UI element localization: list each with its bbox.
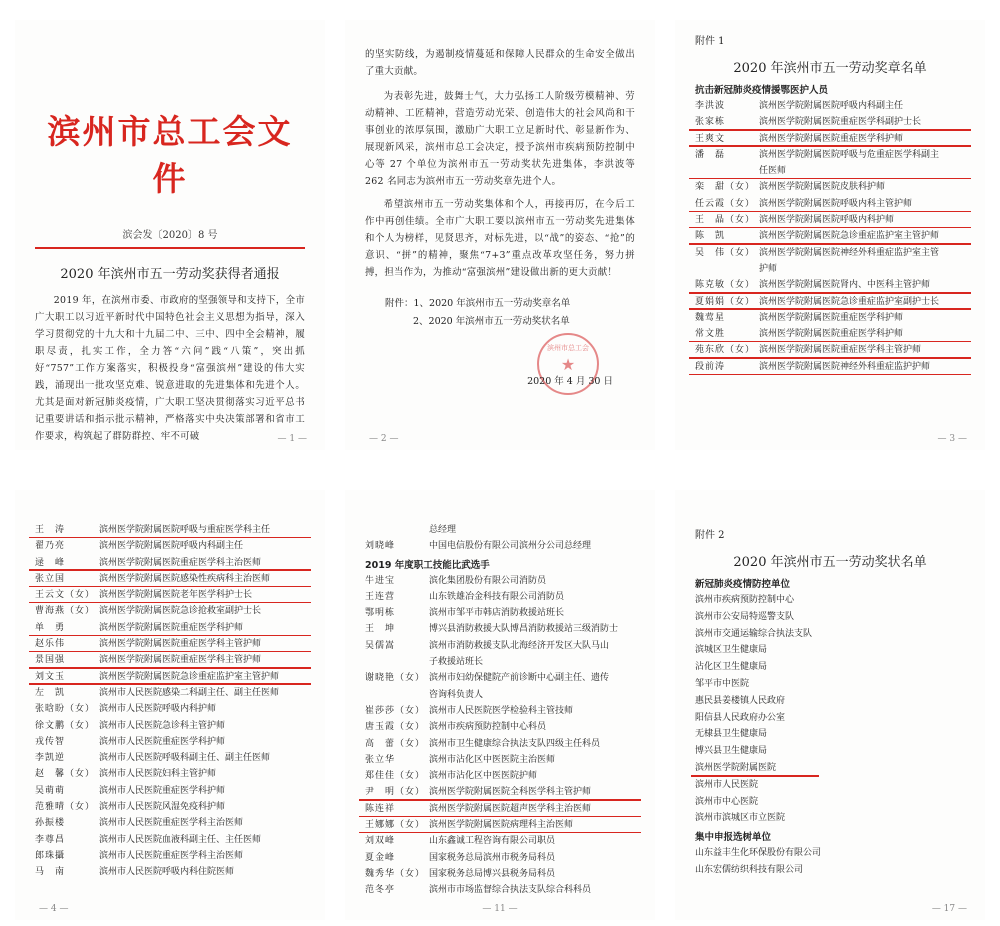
honoree-list xyxy=(695,98,965,375)
category-heading-1: 新冠肺炎疫情防控单位 xyxy=(695,579,791,590)
honoree-name: 任云霞（女） xyxy=(695,198,756,209)
list-row xyxy=(35,718,305,734)
honoree-position: 滨州医学院附属医院老年医学科护士长 xyxy=(99,590,253,601)
unit-item: 滨城区卫生健康局 xyxy=(695,645,768,656)
honoree-position: 国家税务总局博兴县税务局科员 xyxy=(429,868,556,879)
page-number: — 17 — xyxy=(931,904,967,914)
list-row xyxy=(695,228,965,244)
list-row xyxy=(365,768,635,784)
page-number: — 4 — xyxy=(39,904,69,914)
honoree-name: 曹海燕（女） xyxy=(35,606,96,617)
list-row xyxy=(365,654,635,670)
attachment-line-1: 附件：1、2020 年滨州市五一劳动奖章名单 xyxy=(385,298,571,309)
honoree-position: 滨州医学院附属医院皮肤科护师 xyxy=(759,182,886,193)
page-number: — 3 — xyxy=(937,434,967,444)
honoree-position: 滨州医学院附属医院呼吸内科主管护师 xyxy=(759,198,913,209)
list-row xyxy=(365,703,635,719)
list-row xyxy=(35,538,305,554)
document-page-5 xyxy=(345,490,655,920)
list-row xyxy=(695,277,965,293)
honoree-name: 景国强 xyxy=(35,655,66,666)
list-row xyxy=(35,864,305,880)
honoree-position: 滨州市人民医院呼吸内科护师 xyxy=(99,704,217,715)
unit-item: 山东宏儒纺织科技有限公司 xyxy=(695,864,804,875)
honoree-name: 张立华 xyxy=(365,754,396,765)
honoree-name: 张家栋 xyxy=(695,117,726,128)
document-number: 滨会发〔2020〕8 号 xyxy=(122,230,218,241)
honoree-position: 滨州市人民医院重症医学科主治医师 xyxy=(99,850,244,861)
list-title: 2020 年滨州市五一劳动奖章名单 xyxy=(733,61,927,76)
body-paragraph: 2019 年，在滨州市委、市政府的坚强领导和支持下，全市广大职工以习近平新时代中国特色社会主义思想为指导，深入学习贯彻党的十九大和十九届二中、三中、四中全会精神，履职尽责，扎实工作，全力答“六问”践“八策”，突出抓好“757”工作方案落实，积极投身“富强滨州”建设的伟大实践，涌现出一批攻坚克难、锐意进取的先进集体和先进个人。尤其是面对新冠肺炎疫情，广大职工坚决贯彻落实习近平总书记重要讲话和指示批示精神，严格落实中央决策部署和省市工作要求，构筑起了群防群控、牢不可破 xyxy=(35,295,305,442)
unit-item: 滨州市疾病预防控制中心 xyxy=(695,595,795,605)
honoree-position: 滨州医学院附属医院神经外科重症监护室主管 xyxy=(759,247,940,258)
list-row xyxy=(365,801,635,817)
honoree-name: 王娜娜（女） xyxy=(365,820,426,831)
honoree-position: 滨化集团股份有限公司消防员 xyxy=(429,575,547,586)
honoree-name: 李凯逆 xyxy=(35,753,66,764)
attachment-line-2: 2、2020 年滨州市五一劳动奖状名单 xyxy=(413,316,570,327)
honoree-position: 滨州医学院附属医院重症医学科主治医师 xyxy=(99,557,262,568)
document-page-6 xyxy=(675,490,985,920)
honoree-position: 滨州医学院附属医院重症医学科主管护师 xyxy=(99,639,262,650)
honoree-position: 滨州医学院附属医院病理科主治医师 xyxy=(429,820,574,831)
honoree-position: 滨州医学院附属医院急诊抢救室副护士长 xyxy=(99,606,262,617)
honoree-name: 夏娟娟（女） xyxy=(695,296,756,307)
body-paragraph-3: 希望滨州市五一劳动奖集体和个人，再接再厉，在今后工作中再创佳绩。全市广大职工要以滨州市五一劳动奖先进集体和个人为榜样，见贤思齐，对标先进，以“战”的姿态、“抢”的意识、“拼”的精神，聚焦“7+3”重点改革攻坚任务，努力拼搏，担当作为，为推动“富强滨州”建设做出新的更大贡献！ xyxy=(365,199,635,278)
document-page-4 xyxy=(15,490,325,920)
honoree-list xyxy=(35,522,305,881)
unit-item: 滨州市交通运输综合执法支队 xyxy=(695,628,813,639)
list-row xyxy=(695,359,965,375)
honoree-position: 滨州市人民医院感染二科副主任、副主任医师 xyxy=(99,687,280,698)
list-title: 2020 年滨州市五一劳动奖状名单 xyxy=(733,555,927,570)
list-row xyxy=(35,587,305,603)
honoree-position: 滨州市人民医院妇科主管护师 xyxy=(99,769,217,780)
honoree-position: 滨州医学院附属医院呼吸内科副主任 xyxy=(759,101,904,111)
honoree-name: 徐文鹏（女） xyxy=(35,720,96,731)
honoree-name: 尹 明（女） xyxy=(365,787,426,798)
honoree-name: 苑东欣（女） xyxy=(695,345,756,356)
list-row xyxy=(695,326,965,342)
document-page-1 xyxy=(15,20,325,450)
list-row xyxy=(365,522,635,538)
list-row xyxy=(365,850,635,866)
list-row xyxy=(35,571,305,587)
honoree-name: 刘晓峰 xyxy=(365,541,396,552)
honoree-position: 滨州市邹平市韩店消防救援站班长 xyxy=(429,608,565,619)
honoree-name: 李尊昌 xyxy=(35,834,66,845)
list-row xyxy=(695,212,965,228)
list-row xyxy=(365,670,635,686)
unit-item: 阳信县人民政府办公室 xyxy=(695,712,786,723)
honoree-position: 滨州医学院附属医院感染性疾病科主治医师 xyxy=(99,573,271,584)
honoree-position: 滨州医学院附属医院重症医学科副护士长 xyxy=(759,117,922,128)
honoree-name: 陈 凯 xyxy=(695,231,726,242)
honoree-position: 滨州医学院附属医院呼吸内科护师 xyxy=(759,215,895,226)
list-row xyxy=(35,652,305,668)
honoree-list xyxy=(365,573,635,899)
unit-item: 沾化区卫生健康局 xyxy=(695,662,768,673)
unit-item: 滨州市公安局特巡警支队 xyxy=(695,611,795,622)
issue-date: 2020 年 4 月 30 日 xyxy=(527,376,613,387)
honoree-name: 赵 馨（女） xyxy=(35,769,96,780)
body-paragraph-2: 为表彰先进，鼓舞士气，大力弘扬工人阶级劳模精神、劳动精神、工匠精神，营造劳动光荣、创造伟大的社会风尚和干事创业的浓厚氛围，激励广大职工立足新时代、彰显新作为、展现新风采，滨州市总工会决定，授予滨州市疾病预防控制中心等 27 个单位为滨州市五一劳动奖状先进集体，李洪波等 262 名同志为滨州市五一劳动奖章先进个人。 xyxy=(365,91,635,187)
honoree-position: 滨州市人民医院呼吸科副主任、副主任医师 xyxy=(99,753,271,764)
honoree-name: 谢晓艳（女） xyxy=(365,673,426,684)
honoree-name: 王云文（女） xyxy=(35,590,96,601)
honoree-name xyxy=(695,261,759,277)
honoree-list-top xyxy=(365,522,635,555)
list-row xyxy=(695,114,965,130)
list-row xyxy=(35,636,305,652)
honoree-position: 滨州市妇幼保健院产前诊断中心副主任、遗传 xyxy=(429,673,610,684)
document-page-2 xyxy=(345,20,655,450)
honoree-name: 郑佳佳（女） xyxy=(365,771,426,782)
list-row xyxy=(695,98,965,114)
honoree-position: 滨州市人民医院急诊科主管护师 xyxy=(99,720,226,731)
honoree-name: 唐玉霞（女） xyxy=(365,722,426,733)
honoree-position: 滨州市消防救援支队北海经济开发区大队马山 xyxy=(429,640,610,651)
list-row xyxy=(365,833,635,849)
honoree-name: 陈连祥 xyxy=(365,803,396,814)
list-row xyxy=(365,736,635,752)
attachment-label: 附件 1 xyxy=(695,36,725,47)
honoree-position: 滨州医学院附属医院重症医学科主管护师 xyxy=(759,345,922,356)
list-row xyxy=(365,719,635,735)
unit-item: 滨州医学院附属医院 xyxy=(695,760,965,777)
honoree-name: 马 南 xyxy=(35,867,66,878)
list-row xyxy=(35,603,305,619)
honoree-position: 滨州医学院附属医院急诊重症监护室主管护师 xyxy=(759,231,940,242)
honoree-position: 滨州市人民医院重症医学科护师 xyxy=(99,736,226,747)
list-row xyxy=(695,179,965,195)
honoree-name: 鄂明栋 xyxy=(365,608,396,619)
honoree-name: 魏莺星 xyxy=(695,312,726,323)
unit-item: 山东益丰生化环保股份有限公司 xyxy=(695,848,822,859)
honoree-position: 山东铁雄冶金科技有限公司消防员 xyxy=(429,591,565,602)
honoree-position: 山东鑫诚工程咨询有限公司职员 xyxy=(429,836,556,847)
red-header-title: 滨州市总工会文件 xyxy=(47,112,293,198)
honoree-position: 滨州市人民医院重症医学科主治医师 xyxy=(99,818,244,829)
list-row xyxy=(35,734,305,750)
honoree-position: 滨州医学院附属医院呼吸与重症医学科主任 xyxy=(99,525,271,535)
honoree-name: 戎传智 xyxy=(35,736,66,747)
honoree-position: 总经理 xyxy=(429,525,457,535)
honoree-name: 孙振楼 xyxy=(35,818,66,829)
list-row xyxy=(35,832,305,848)
honoree-position: 滨州医学院附属医院急诊重症监护室主管护师 xyxy=(99,671,280,682)
honoree-name xyxy=(365,522,429,538)
document-page-3 xyxy=(675,20,985,450)
list-row xyxy=(365,752,635,768)
honoree-name: 陈克敏（女） xyxy=(695,280,756,291)
honoree-name: 范冬亭 xyxy=(365,885,396,896)
honoree-position: 滨州医学院附属医院重症医学科护师 xyxy=(759,133,904,144)
honoree-name: 高 蕾（女） xyxy=(365,738,426,749)
official-seal: 滨州市总工会 ★ xyxy=(537,333,599,395)
list-row xyxy=(35,669,305,685)
list-row xyxy=(365,638,635,654)
honoree-position: 滨州市人民医院重症医学科护师 xyxy=(99,785,226,796)
honoree-name: 王 晶（女） xyxy=(695,215,756,226)
unit-list-2 xyxy=(695,845,965,879)
list-row xyxy=(695,245,965,261)
list-row xyxy=(35,685,305,701)
list-row xyxy=(695,147,965,163)
honoree-name xyxy=(695,163,759,179)
honoree-name: 魏秀华（女） xyxy=(365,868,426,879)
honoree-position: 子救援站班长 xyxy=(429,657,484,668)
list-row xyxy=(695,294,965,310)
honoree-position: 滨州医学院附属医院急诊重症监护室副护士长 xyxy=(759,296,940,307)
honoree-name: 范雅晴（女） xyxy=(35,802,96,813)
honoree-name: 崔莎莎（女） xyxy=(365,705,426,716)
honoree-name: 吴萌萌 xyxy=(35,785,66,796)
honoree-name: 王爽文 xyxy=(695,133,726,144)
honoree-position: 滨州医学院附属医院超声医学科主治医师 xyxy=(429,803,592,814)
honoree-position: 博兴县消防救援大队博昌消防救援站三级消防士 xyxy=(429,624,619,635)
honoree-position: 任医师 xyxy=(759,166,787,177)
list-row xyxy=(365,882,635,898)
honoree-position: 护师 xyxy=(759,263,778,274)
list-row xyxy=(35,701,305,717)
honoree-position: 滨州市人民医院血液科副主任、主任医师 xyxy=(99,834,262,845)
list-row xyxy=(695,196,965,212)
honoree-position: 滨州市人民医院呼吸内科住院医师 xyxy=(99,867,235,878)
list-row xyxy=(365,621,635,637)
list-row xyxy=(35,783,305,799)
honoree-position: 中国电信股份有限公司滨州分公司总经理 xyxy=(429,541,592,552)
list-row xyxy=(695,342,965,358)
list-row xyxy=(35,766,305,782)
honoree-position: 滨州医学院附属医院重症医学科护师 xyxy=(759,329,904,340)
honoree-position: 滨州医学院附属医院呼吸内科副主任 xyxy=(99,541,244,552)
honoree-name: 翟乃亮 xyxy=(35,541,66,552)
list-row xyxy=(365,817,635,833)
honoree-name: 左 凯 xyxy=(35,687,66,698)
honoree-name: 常文胜 xyxy=(695,329,726,340)
list-row xyxy=(695,261,965,277)
honoree-position: 滨州市人民医院风湿免疫科护师 xyxy=(99,802,226,813)
unit-item: 无棣县卫生健康局 xyxy=(695,729,768,740)
honoree-position: 滨州医学院附属医院重症医学科护师 xyxy=(759,312,904,323)
honoree-name: 刘文玉 xyxy=(35,671,66,682)
honoree-name: 张立国 xyxy=(35,573,66,584)
honoree-name: 潘 磊 xyxy=(695,149,726,160)
list-row xyxy=(35,815,305,831)
honoree-name: 刘双峰 xyxy=(365,836,396,847)
body-paragraph-1: 的坚实防线，为遏制疫情蔓延和保障人民群众的生命安全做出了重大贡献。 xyxy=(365,49,635,77)
list-row xyxy=(365,784,635,800)
seal-text: 滨州市总工会 xyxy=(547,344,589,352)
honoree-position: 滨州市沾化区中医医院主治医师 xyxy=(429,754,556,765)
unit-list xyxy=(695,592,965,827)
page-number: — 1 — xyxy=(277,434,307,444)
list-row xyxy=(365,589,635,605)
list-row xyxy=(35,522,305,538)
honoree-name: 郎珠攝 xyxy=(35,850,66,861)
honoree-position: 国家税务总局滨州市税务局科员 xyxy=(429,852,556,863)
category-heading: 2019 年度职工技能比武选手 xyxy=(365,559,490,571)
unit-item: 惠民县姜楼镇人民政府 xyxy=(695,695,786,706)
red-divider-line xyxy=(35,247,305,249)
honoree-name: 夏金峰 xyxy=(365,852,396,863)
unit-item: 滨州市中心医院 xyxy=(695,796,759,807)
unit-item: 博兴县卫生健康局 xyxy=(695,746,768,757)
honoree-position: 滨州市疾病预防控制中心科员 xyxy=(429,722,547,733)
category-heading-2: 集中申报选树单位 xyxy=(695,832,772,844)
list-row xyxy=(365,687,635,703)
honoree-name: 王 涛 xyxy=(35,525,66,535)
honoree-position: 滨州市人民医院医学检验科主管技师 xyxy=(429,705,574,716)
honoree-name xyxy=(365,654,429,670)
honoree-name xyxy=(365,687,429,703)
list-row xyxy=(695,131,965,147)
unit-item: 滨州市滨城区市立医院 xyxy=(695,813,786,824)
attachment-label: 附件 2 xyxy=(695,530,725,541)
honoree-name: 王连营 xyxy=(365,591,396,602)
honoree-name: 栾 甜（女） xyxy=(695,182,756,193)
page-number: — 11 — xyxy=(482,904,518,914)
list-row xyxy=(365,573,635,589)
honoree-position: 滨州市卫生健康综合执法支队四级主任科员 xyxy=(429,738,601,749)
list-row xyxy=(35,848,305,864)
honoree-position: 滨州医学院附属医院重症医学科主管护师 xyxy=(99,655,262,666)
list-row xyxy=(35,555,305,571)
honoree-position: 滨州医学院附属医院呼吸与危重症医学科副主 xyxy=(759,149,940,160)
list-row xyxy=(695,310,965,326)
honoree-name: 赵乐伟 xyxy=(35,639,66,650)
honoree-name: 牛进宝 xyxy=(365,575,396,586)
honoree-name: 张晗盼（女） xyxy=(35,704,96,715)
list-row xyxy=(35,750,305,766)
list-row xyxy=(365,605,635,621)
honoree-position: 滨州医学院附属医院全科医学科主管护师 xyxy=(429,787,592,798)
category-heading: 抗击新冠肺炎疫情援鄂医护人员 xyxy=(695,85,829,96)
honoree-name: 逯 峰 xyxy=(35,557,66,568)
honoree-position: 滨州医学院附属医院重症医学科护师 xyxy=(99,622,244,633)
honoree-position: 滨州医学院附属医院神经外科重症监护护师 xyxy=(759,361,931,372)
unit-item: 邹平市中医院 xyxy=(695,678,750,689)
list-row xyxy=(35,799,305,815)
honoree-name: 吴 伟（女） xyxy=(695,247,756,258)
honoree-position: 咨询科负责人 xyxy=(429,689,484,700)
honoree-position: 滨州医学院附属医院肾内、中医科主管护师 xyxy=(759,280,931,291)
list-row xyxy=(695,163,965,179)
honoree-position: 滨州市沾化区中医医院护师 xyxy=(429,771,538,782)
honoree-name: 王 坤 xyxy=(365,624,396,635)
notice-title: 2020 年滨州市五一劳动奖获得者通报 xyxy=(60,267,280,282)
honoree-position: 滨州市市场监督综合执法支队综合科科员 xyxy=(429,885,592,896)
unit-item: 滨州市人民医院 xyxy=(695,779,759,790)
honoree-name: 李洪波 xyxy=(695,101,726,111)
list-row xyxy=(365,866,635,882)
honoree-name: 吴儒嵩 xyxy=(365,640,396,651)
list-row xyxy=(365,538,635,554)
honoree-name: 单 勇 xyxy=(35,622,66,633)
honoree-name: 段前涛 xyxy=(695,361,726,372)
page-number: — 2 — xyxy=(369,434,399,444)
list-row xyxy=(35,620,305,636)
